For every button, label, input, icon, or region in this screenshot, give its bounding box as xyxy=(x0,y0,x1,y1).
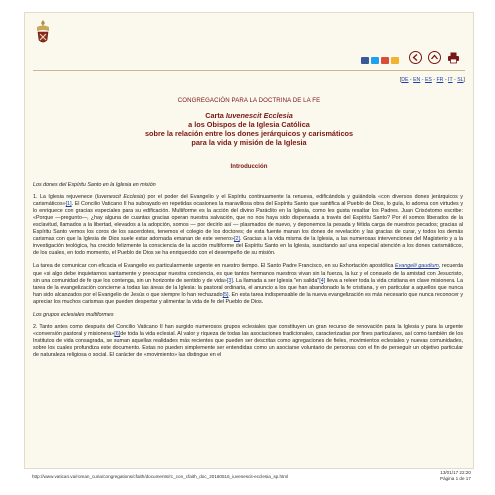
footnote-link[interactable]: [4] xyxy=(319,277,326,284)
vatican-emblem-icon xyxy=(34,19,52,45)
back-icon[interactable] xyxy=(409,51,422,64)
title-line-1: Carta Iuvenescit Ecclesia xyxy=(205,111,293,120)
document-page xyxy=(24,12,474,469)
header-divider xyxy=(33,70,465,71)
language-link-it[interactable]: IT xyxy=(448,77,453,83)
section-heading-introduccion: Introducción xyxy=(230,163,268,170)
footnote-link[interactable]: [6] xyxy=(114,330,121,337)
paragraph-2: La tarea de comunicar con eficacia el Evangelio es particularmente urgente en nuestro tiempo. El Santo Padre Francisco, en su Exhortación apostólica Evangelii gaudium, recuerda que «si algo debe inquietarnos santamente y preocupar nuestra conciencia, es que tantos hermanos nuestros vivan sin la fuerza, la luz y el consuelo de la amistad con Jesucristo, sin una comunidad de fe que los contenga, sin un horizonte de sentido y de vida»[3]. La llamada a ser Iglesia "en salida"[4] lleva a releer toda la vida cristiana en clave misionera. La tarea de la evangelización concierne a todas las áreas de la Iglesia: la pastoral ordinaria, el anuncio a los que han abandonado la fe cristiana, y en particular a aquellos que nunca han sido alcanzados por el Evangelio de Jesús o que siempre lo han rechazado[5]. En esta tarea indispensable de la nueva evangelización es más necesario que nunca reconocer y apreciar los muchos carismas que pueden despertar y alimentar la vida de fe del Pueblo de Dios. xyxy=(33,263,464,305)
page-header xyxy=(25,13,473,65)
document-title xyxy=(25,111,473,147)
paragraph-1: 1. La Iglesia rejuvenece (Iuvenescit Ecclesia) por el poder del Evangelio y el Espíritu continuamente la renueva, edificándola y guiándola «con diversos dones jerárquicos y carismáticos»[1]. El Concilio Vaticano II ha subrayado en repetidas ocasiones la maravillosa obra del Espíritu Santo que santifica al Pueblo de Dios, lo guía, lo adorna con virtudes y lo enriquece con gracias especiales para su edificación. Multiforme es la acción del divino Paráclito en la Iglesia, como les gusta resaltar los Padres. Juan Crisóstomo escribe: «Porque —pregunto—, ¿hay alguna de cuantas gracias operan nuestra salvación, que no nos haya sido dispensada a través del Espíritu Santo? Por él somos liberados de la esclavitud, llamados a la libertad, elevados a la adopción, somos — por decirlo así — plasmados de nuevo, y deponemos la pesada y fétida carga de nuestros pecados; gracias al Espíritu Santo vemos los coros de los sacerdotes, tenemos el colegio de los doctores; de esta fuente manan los dones de revelación y las gracias de curar, y todos los demás carismas con que la Iglesia de Dios suele estar adornada emanan de este venero»[2]. Gracias a la vida misma de la Iglesia, a las numerosas intervenciones del Magisterio y a la investigación teológica, ha crecido felizmente la consciencia de la acción multiforme del Espíritu Santo en la Iglesia, suscitando así una especial atención a los dones carismáticos, de los cuales, en todo momento, el Pueblo de Dios se ha enriquecido con el desempeño de su misión. xyxy=(33,194,463,257)
language-link-es[interactable]: ES xyxy=(424,77,432,83)
footnote-link[interactable]: [5] xyxy=(222,291,229,298)
facebook-icon[interactable] xyxy=(361,57,369,64)
print-footer-url: http://www.vatican.va/roman_curia/congregations/cfaith/documents/rc_con_cfaith_doc_20160516_iuvenescit-ecclesia_sp.html xyxy=(32,474,289,479)
section-subheading: Los dones del Espíritu Santo en la Iglesia en misión xyxy=(33,182,156,188)
language-link-en[interactable]: EN xyxy=(413,77,421,83)
print-date: 13/01/17 22:20 xyxy=(440,470,471,475)
page-navigation xyxy=(409,51,460,64)
share-buttons xyxy=(361,57,399,64)
footnote-link[interactable]: [3] xyxy=(226,277,233,284)
twitter-icon[interactable] xyxy=(371,57,379,64)
print-footer-info xyxy=(440,470,471,481)
print-icon[interactable] xyxy=(447,51,460,64)
footnote-link[interactable]: [1] xyxy=(65,201,72,208)
share-icon[interactable] xyxy=(391,57,399,64)
title-line-2: a los Obispos de la Iglesia Católica xyxy=(188,120,310,130)
language-link-sl[interactable]: SL xyxy=(457,77,464,83)
document-body xyxy=(33,182,463,365)
title-line-3: sobre la relación entre los dones jerárquicos y carismáticos xyxy=(144,129,354,139)
up-icon[interactable] xyxy=(428,51,441,64)
language-link-fr[interactable]: FR xyxy=(436,77,444,83)
evangelii-gaudium-link[interactable]: Evangelii gaudium xyxy=(395,263,439,270)
google-plus-icon[interactable] xyxy=(381,57,389,64)
title-line-4: para la vida y misión de la Iglesia xyxy=(191,138,307,148)
paragraph-3: 2. Tanto antes como después del Concilio Vaticano II han surgido numerosos grupos eclesiales que constituyen un gran recurso de renovación para la Iglesia y para la urgente «conversión pastoral y misionera»[6]de toda la vida eclesial. Al valor y riqueza de todas las asociaciones tradicionales, caracterizadas por fines particulares, así como también de los Institutos de vida consagrada, se suman aquellas realidades más recientes que pueden ser descritas como agregaciones de fieles, movimientos eclesiales y nuevas comunidades, sobre los cuales profundiza este documento. Estas no pueden simplemente ser entendidas como un asociarse voluntario de personas con el fin de perseguir un objetivo particular de naturaleza religiosa o social. El carácter de «movimiento» las distingue en el xyxy=(33,323,464,358)
language-link-de[interactable]: DE xyxy=(401,77,409,83)
section-subheading: Los grupos eclesiales multiformes xyxy=(33,311,114,318)
congregation-name: CONGREGACIÓN PARA LA DOCTRINA DE LA FE xyxy=(177,97,321,104)
footnote-link[interactable]: [2] xyxy=(233,236,240,243)
page-number: Página 1 de 17 xyxy=(440,475,471,481)
language-selector: [DE - EN - ES - FR - IT - SL] xyxy=(399,77,465,83)
